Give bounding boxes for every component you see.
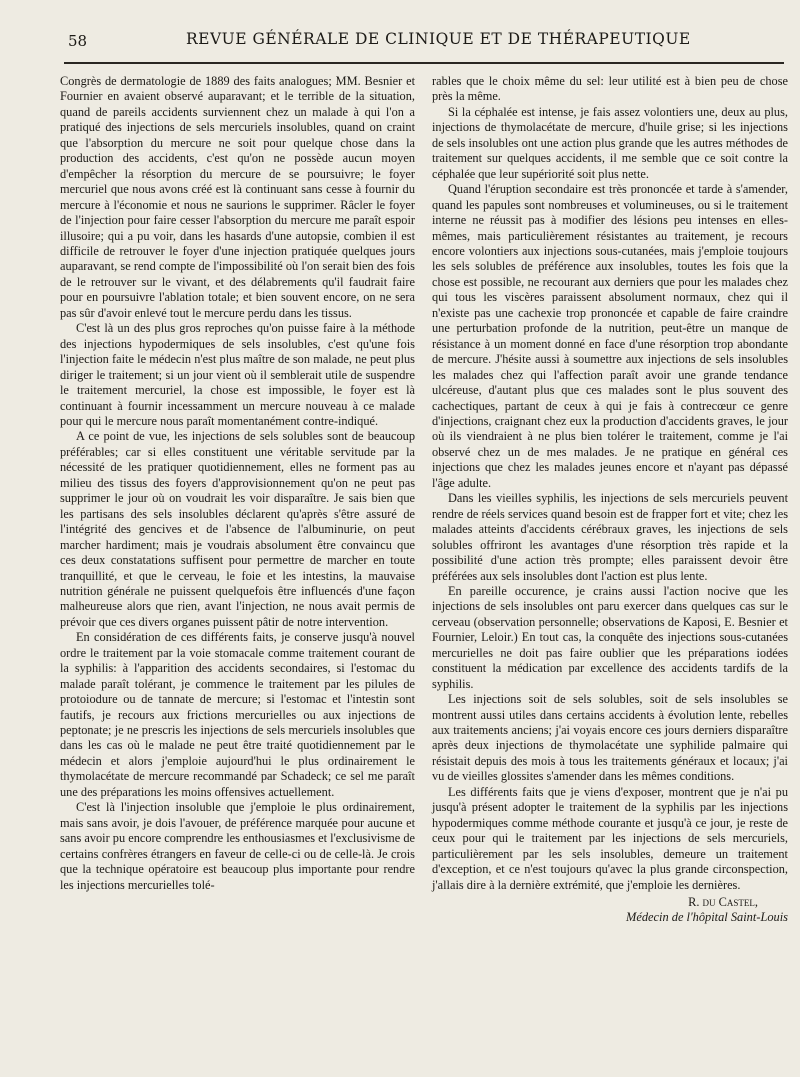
page-number: 58 [68,32,88,50]
paragraph: rables que le choix même du sel: leur utilité est à bien peu de chose près la même. [432,74,788,104]
left-column [60,74,415,893]
paragraph: En pareille occurence, je crains aussi l'action nocive que les injections de sels insolubles ont paru exercer dans quelques cas sur le cerveau (observation personnelle; observations de Kaposi, E. Besnier et Fournier, Leloir.) En tout cas, la conquête des injections sous-cutanées mercurielles ne doit pas faire oublier que les préparations iodées constituent la médication par excellence des accidents tardifs de la syphilis. [432,583,788,691]
paragraph: Congrès de dermatologie de 1889 des faits analogues; MM. Besnier et Fournier en avaient observé auparavant; et le terrible de la situation, quand de pareils accidents surviennent chez un malade à qui l'on a pratiqué des injections de sels mercuriels insolubles, quand on craint que l'absorption du mercure ne soit pour quelque chose dans la production des accidents, c'est qu'on ne possède aucun moyen d'empêcher la résorption du mercure de se poursuivre; le foyer mercuriel que nous avons créé est là continuant sans cesse à fournir du mercure à l'économie et nous ne saurions le supprimer. Râcler le foyer de l'injection pour faire cesser l'absorption du mercure me paraît espoir illusoire; qui a pu voir, dans les hasards d'une autopsie, combien il est difficile de retrouver le foyer d'une injection pratiquée quelques jours auparavant, se rend compte de l'impossibilité où l'on serait bien des fois de le retrouver sur le vivant, et des délabrements qu'il faudrait faire pour en poursuivre l'ablation totale; et bien souvent encore, on ne sera pas sûr d'avoir enlevé tout le mercure perdu dans les tissus. [60,74,415,320]
author-title: Médecin de l'hôpital Saint-Louis [626,910,788,925]
paragraph: Dans les vieilles syphilis, les injections de sels mercuriels peuvent rendre de réels services quand besoin est de frapper fort et vite; chez les malades atteints d'accidents cérébraux graves, les injections de sels solubles offriront les avantages d'une résorption très rapide et la possibilité d'une action très prompte; elles paraissent devoir être préférées aux sels insolubles dont l'action est plus lente. [432,491,788,583]
running-header [68,28,768,54]
paragraph: Les différents faits que je viens d'exposer, montrent que je n'ai pu jusqu'à présent adopter le traitement de la syphilis par les injections hypodermiques comme méthode courante et jusqu'à ce jour, je reste de ceux pour qui le traitement par les injections de sels mercuriels, particulièrement par les sels insolubles, demeure un traitement d'exception, et ce n'est toujours qu'avec la plus grande circonspection, j'allais dire à la dernière extrémité, que j'emploie les dernières. [432,784,788,892]
paragraph: Si la céphalée est intense, je fais assez volontiers une, deux au plus, injections de thymolacétate de mercure, d'huile grise; si les injections de sels insolubles ont une action plus grande que les autres méthodes de traitement sur quelques accidents, il me semble que ce soit contre la céphalée que leur supériorité soit plus nette. [432,104,788,181]
paragraph: C'est là l'injection insoluble que j'emploie le plus ordinairement, mais sans avoir, je dois l'avouer, de préférence marquée pour aucune et sans avoir pu encore comprendre les enthousiasmes et l'exclusivisme de certains confrères étrangers en faveur de celle-ci ou de celle-là. Je crois que la technique opératoire est beaucoup plus importante pour rendre les injections mercurielles tolé- [60,800,415,892]
header-rule [64,62,784,64]
running-title: REVUE GÉNÉRALE DE CLINIQUE ET DE THÉRAPEUTIQUE [186,30,691,48]
paragraph: C'est là un des plus gros reproches qu'on puisse faire à la méthode des injections hypodermiques de sels insolubles, c'est qu'une fois l'injection faite le médecin n'est plus maître de son malade, ne peut plus diriger le traitement; si un jour vient où il semblerait utile de suspendre le traitement mercuriel, la chose est impossible, le foyer est là continuant à fournir incessamment un mercure nouveau à ce malade pour qui le mercure nous paraît momentanément contre-indiqué. [60,321,415,428]
right-column [432,74,788,925]
paragraph: Quand l'éruption secondaire est très prononcée et tarde à s'amender, quand les papules sont nombreuses et volumineuses, ou si le traitement interne ne réussit pas à modifier des lésions peu intenses en elles-mêmes, mais particulièrement résistantes au traitement, je recours encore volontiers aux injections sous-cutanées, mais j'emploie toujours les sels solubles de préférence aux insolubles, toutes les fois que la chose est possible, ne recourant aux derniers que pour les malades chez qui tous les viscères paraissent absolument normaux, chez qui il n'existe pas une cachexie trop prononcée et capable de faire craindre une perturbation profonde de la nutrition, peut-être un manque de résistance à un moment donné en face d'une résorption trop abondante de mercure. J'hésite aussi à soumettre aux injections de sels insolubles les malades chez qui l'affection paraît avoir une grande tendance ulcéreuse, d'autant plus que ces malades sont le plus souvent des cachectiques, partant de ceux à qui je fais à contrecœur ce genre d'injections, craignant chez eux la production d'accidents graves, le jour où ils viendraient à ne plus bien tolérer le traitement, comme je l'ai observé chez un de mes malades. Je ne pratique en général ces injections que chez les malades jeunes encore et n'ayant pas dépassé l'âge adulte. [432,182,788,490]
paragraph: Les injections soit de sels solubles, soit de sels insolubles se montrent aussi utiles dans certains accidents à évolution lente, rebelles aux traitements anciens; j'ai voyais encore ces jours derniers disparaître après deux injections de thymolacétate une syphilide palmaire qui résistait depuis des mois à tous les traitements généraux et locaux; j'ai vu de vieilles glossites s'amender dans les mêmes conditions. [432,692,788,784]
author-signature [432,895,788,925]
paragraph: A ce point de vue, les injections de sels solubles sont de beaucoup préférables; car si elles constituent une véritable servitude par la nécessité de les pratiquer quotidiennement, elles ne forment pas au milieu des tissus des foyers d'approvisionnement qu'on ne peut pas supprimer le jour où on voudrait les voir disparaître. Je sais bien que les partisans des sels insolubles déclarent qu'après s'être assuré de l'intégrité des gencives et de l'absence de l'albuminurie, on peut marcher hardiment; mais je voudrais absolument être convaincu que ces deux constatations suffisent pour permettre de marcher en toute tranquillité, et que le cerveau, le foie et les intestins, la mauvaise nutrition générale ne puissent quelquefois être influencés d'une façon malheureuse alors que rien, avant l'injection, ne nous avait permis de prévoir que ces divers organes puissent pâtir de notre intervention. [60,429,415,629]
paragraph: En considération de ces différents faits, je conserve jusqu'à nouvel ordre le traitement par la voie stomacale comme traitement courant de la syphilis: à l'apparition des accidents secondaires, si l'estomac du malade paraît tolérant, je commence le traitement par les pilules de protoiodure ou de tannate de mercure; si l'estomac et l'intestin sont fautifs, je recours aux frictions mercurielles ou aux injections de peptonate; je ne prescris les injections de sels mercuriels insolubles que dans les cas où le malade ne peut être traité quotidiennement par le médecin et alors j'emploie aujourd'hui le plus ordinairement le thymolacétate de mercure recommandé par Schadeck; ce sel me paraît une des préparations les moins offensives actuellement. [60,630,415,799]
author-name: R. du Castel, [688,895,758,910]
